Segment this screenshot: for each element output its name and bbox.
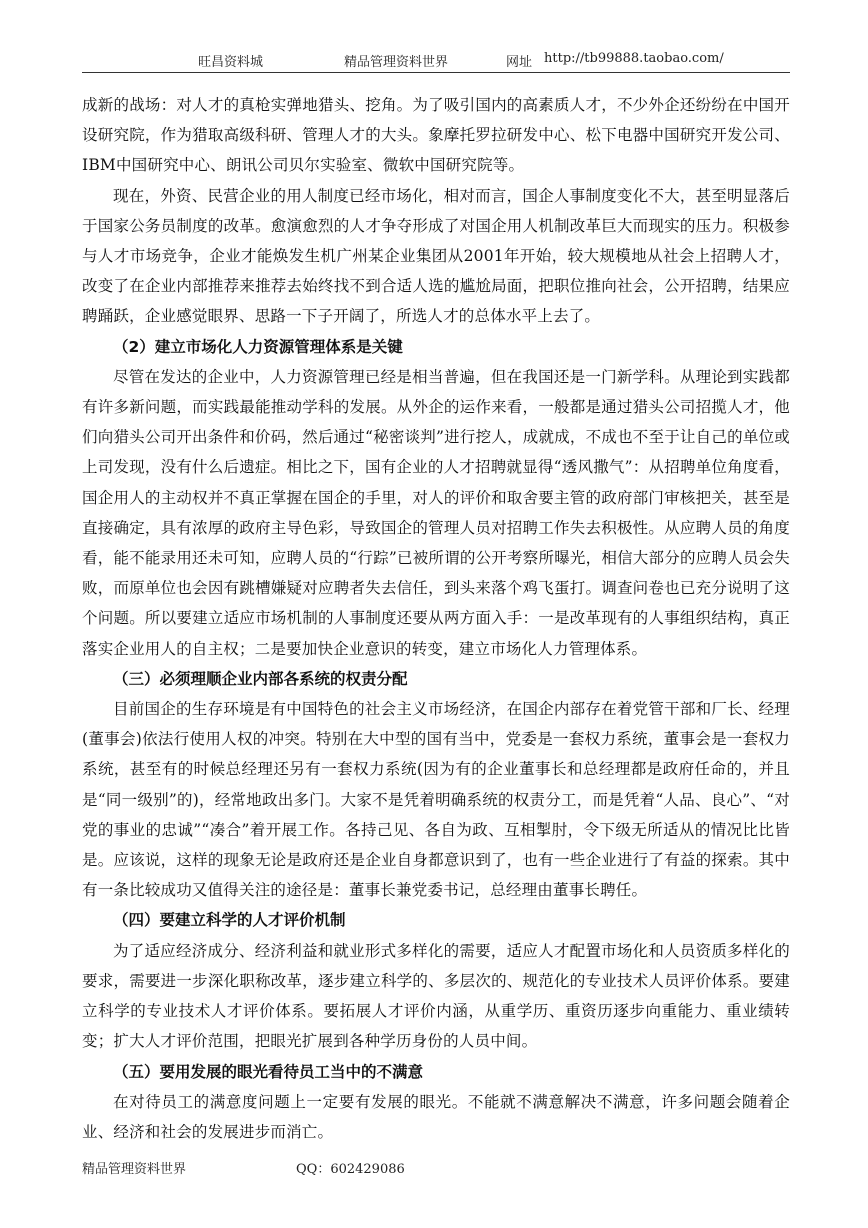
section-heading: （五）要用发展的眼光看待员工当中的不满意 — [113, 1062, 424, 1081]
section-heading: （三）必须理顺企业内部各系统的权责分配 — [113, 669, 408, 688]
body-paragraph: 目前国企的生存环境是有中国特色的社会主义市场经济，在国企内部存在着党管干部和厂长、经理(董事会)依法行使用人权的冲突。特别在大中型的国有当中，党委是一套权力系统，董事会是一套权力系统，甚至有的时候总经理还另有一套权力系统(因为有的企业董事长和总经理都是政府任命的，并且是“同一级别”的)，经常地政出多门。大家不是凭着明确系统的权责分工，而是凭着“人品、良心”、“对党的事业的忠诚”“凑合”着开展工作。各持己见、各自为政、互相掣肘，令下级无所适从的情况比比皆是。应该说，这样的现象无论是政府还是企业自身都意识到了，也有一些企业进行了有益的探索。其中有一条比较成功又值得关注的途径是：董事长兼党委书记，总经理由董事长聘任。 — [82, 700, 790, 900]
page-header — [82, 51, 790, 71]
body-paragraph: 尽管在发达的企业中，人力资源管理已经是相当普遍，但在我国还是一门新学科。从理论到实践都有许多新问题，而实践最能推动学科的发展。从外企的运作来看，一般都是通过猎头公司招揽人才，他们向猎头公司开出条件和价码，然后通过“秘密谈判”进行挖人，成就成，不成也不至于让自己的单位或上司发现，没有什么后遗症。相比之下，国有企业的人才招聘就显得“透风撒气”：从招聘单位角度看，国企用人的主动权并不真正掌握在国企的手里，对人的评价和取舍要主管的政府部门审核把关，甚至是直接确定，具有浓厚的政府主导色彩，导致国企的管理人员对招聘工作失去积极性。从应聘人员的角度看，能不能录用还未可知，应聘人员的“行踪”已被所谓的公开考察所曝光，相信大部分的应聘人员会失败，而原单位也会因有跳槽嫌疑对应聘者失去信任，到头来落个鸡飞蛋打。调查问卷也已充分说明了这个问题。所以要建立适应市场机制的人事制度还要从两方面入手：一是改革现有的人事组织结构，真正落实企业用人的自主权；二是要加快企业意识的转变，建立市场化人力管理体系。 — [82, 367, 790, 658]
section-heading: （四）要建立科学的人才评价机制 — [113, 911, 346, 930]
body-paragraph: 现在，外资、民营企业的用人制度已经市场化，相对而言，国企人事制度变化不大，甚至明显落后于国家公务员制度的改革。愈演愈烈的人才争夺形成了对国企用人机制改革巨大而现实的压力。积极参与人才市场竞争，企业才能焕发生机广州某企业集团从2001年开始，较大规模地从社会上招聘人才，改变了在企业内部推荐来推荐去始终找不到合适人选的尴尬局面，把职位推向社会，公开招聘，结果应聘踊跃，企业感觉眼界、思路一下子开阔了，所选人才的总体水平上去了。 — [82, 186, 790, 326]
document-body — [82, 90, 790, 1147]
body-paragraph: 成新的战场：对人才的真枪实弹地猎头、挖角。为了吸引国内的高素质人才，不少外企还纷纷在中国开设研究院，作为猎取高级科研、管理人才的大头。象摩托罗拉研发中心、松下电器中国研究开发公司、IBM中国研究中心、朗讯公司贝尔实验室、微软中国研究院等。 — [82, 96, 790, 175]
header-address-label: 网址 — [506, 55, 533, 70]
body-paragraph: 为了适应经济成分、经济利益和就业形式多样化的需要，适应人才配置市场化和人员资质多样化的要求，需要进一步深化职称改革，逐步建立科学的、多层次的、规范化的专业技术人员评价体系。要建立科学的专业技术人才评价体系。要拓展人才评价内涵，从重学历、重资历逐步向重能力、重业绩转变；扩大人才评价范围，把眼光扩展到各种学历身份的人员中间。 — [82, 941, 790, 1051]
header-site-name: 精品管理资料世界 — [344, 55, 449, 70]
body-paragraph: 在对待员工的满意度问题上一定要有发展的眼光。不能就不满意解决不满意，许多问题会随着企业、经济和社会的发展进步而消亡。 — [82, 1092, 790, 1141]
footer-qq-contact: QQ：602429086 — [296, 1162, 405, 1177]
header-divider — [82, 72, 790, 73]
section-heading: （2）建立市场化人力资源管理体系是关键 — [113, 337, 403, 356]
header-url-link[interactable]: http://tb99888.taobao.com/ — [544, 51, 724, 66]
header-store-name: 旺昌资料城 — [198, 55, 264, 70]
page-footer — [82, 1158, 790, 1178]
footer-site-name: 精品管理资料世界 — [82, 1162, 187, 1177]
